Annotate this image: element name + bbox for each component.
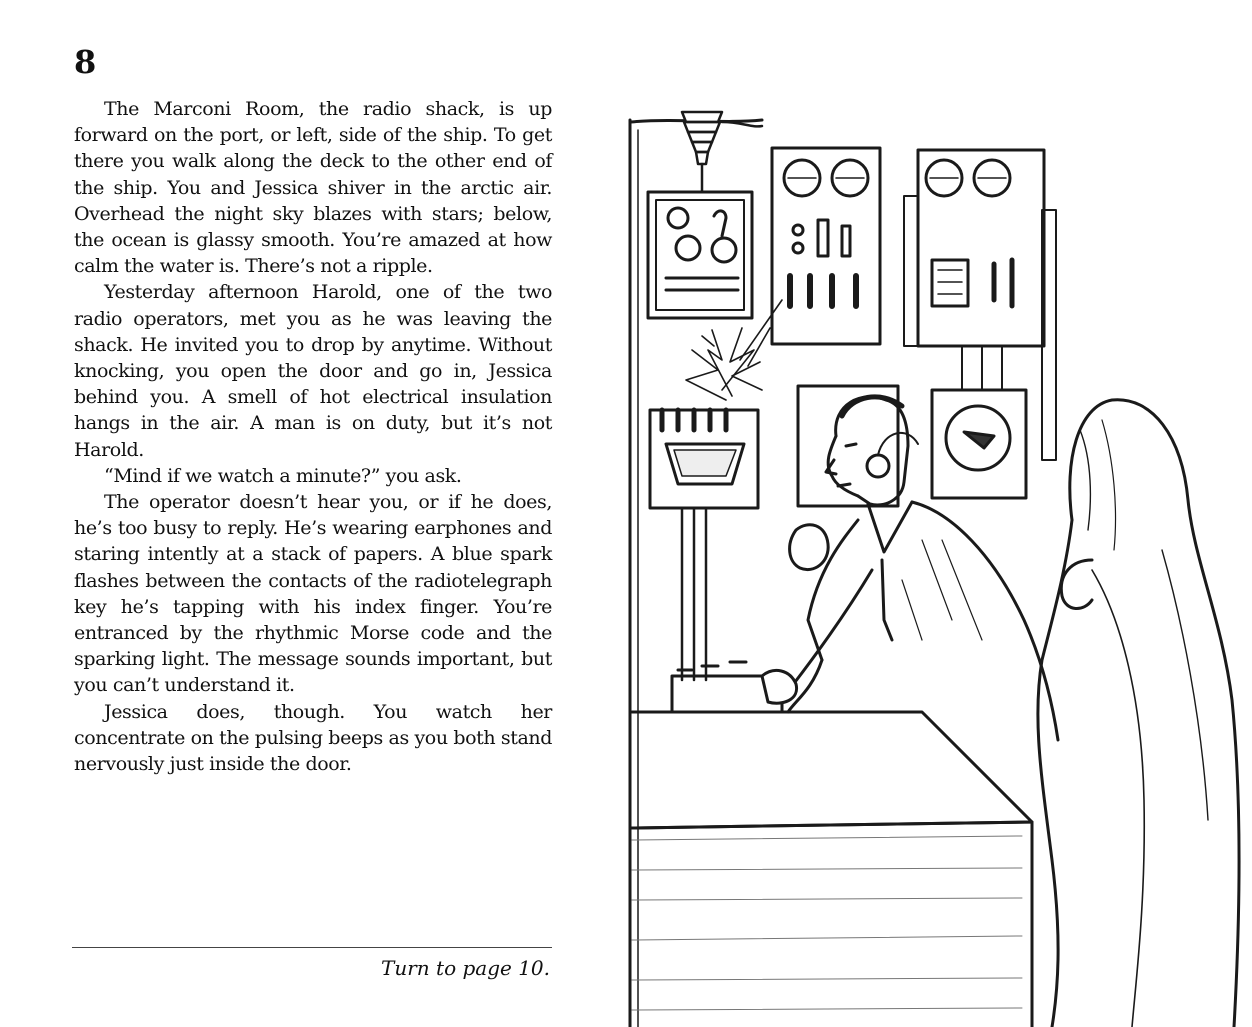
meter-panel-right — [904, 150, 1056, 460]
paragraph: The Marconi Room, the radio shack, is up forward on the port, or left, side of the ship. To get there you walk along the deck to the other end of the ship. You and Jessica shiver in the arctic air. Overhead the night sky blazes with stars; below, the ocean is glassy smooth. You’re amazed at how calm the water is. There’s not a ripple. — [74, 98, 552, 278]
jessica-figure — [1038, 400, 1239, 1027]
paragraph: Jessica does, though. You watch her concentrate on the pulsing beeps as you both stand nervously just inside the door. — [74, 700, 552, 776]
paragraph: The operator doesn’t hear you, or if he does, he’s too busy to reply. He’s wearing earphones and staring intently at a stack of papers. A blue spark flashes between the contacts of the radiotelegraph key he’s tapping with his index finger. You’re entranced by the rhythmic Morse code and the sparking light. The message sounds important, but you can’t understand it. — [74, 491, 552, 697]
desk — [632, 712, 1032, 1027]
footer-divider — [72, 947, 552, 948]
paragraph: Yesterday afternoon Harold, one of the two radio operators, met you as he was leaving the shack. He invited you to drop by anytime. Without knocking, you open the door and go in, Jessica behind you. A smell of hot electrical insulation hangs in the air. A man is on duty, but it’s not Harold. — [74, 281, 552, 461]
transmitter-box — [650, 410, 758, 680]
spark-discharge — [686, 300, 782, 400]
reel-unit-panel — [648, 192, 752, 318]
insulator-tower — [682, 112, 762, 192]
paragraph: “Mind if we watch a minute?” you ask. — [104, 464, 462, 487]
dial-box — [932, 390, 1026, 498]
radio-room-illustration — [622, 100, 1252, 1027]
turn-to-page-instruction: Turn to page 10. — [381, 956, 550, 980]
story-text — [74, 96, 552, 777]
page-number: 8 — [74, 43, 97, 81]
meter-panel-center — [772, 148, 880, 344]
radio-operator-figure — [762, 397, 1058, 740]
